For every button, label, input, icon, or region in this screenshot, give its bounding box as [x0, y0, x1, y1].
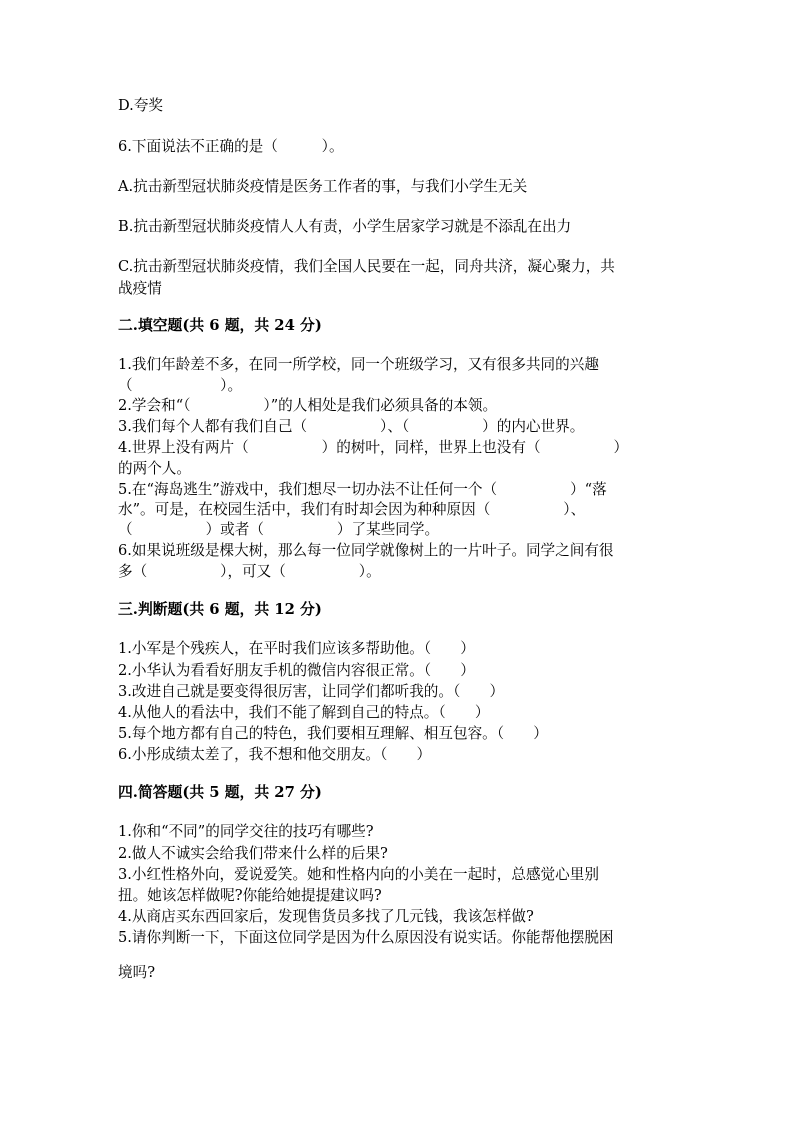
section4-line: 1.你和“不同”的同学交往的技巧有哪些? — [118, 823, 374, 840]
section2-line: 3.我们每个人都有我们自己（ ）、（ ）的内心世界。 — [118, 418, 585, 435]
q5-option-d: D.夸奖 — [118, 97, 164, 114]
q6-option-a: A.抗击新型冠状肺炎疫情是医务工作者的事，与我们小学生无关 — [118, 178, 528, 195]
section2-line: 2.学会和“（ ）”的人相处是我们必须具备的本领。 — [118, 397, 498, 414]
section2-line: 6.如果说班级是棵大树，那么每一位同学就像树上的一片叶子。同学之间有很 — [118, 542, 614, 559]
q6-stem: 6.下面说法不正确的是（ ）。 — [118, 138, 344, 155]
section2-line: 1.我们年龄差不多，在同一所学校，同一个班级学习，又有很多共同的兴趣 — [118, 356, 599, 373]
section4-line: 4.从商店买东西回家后，发现售货员多找了几元钱，我该怎样做? — [118, 908, 534, 925]
section3-line: 2.小华认为看看好朋友手机的微信内容很正常。（ ） — [118, 662, 475, 679]
section2-line: 多（ ），可又（ ）。 — [118, 563, 381, 580]
section3-line: 6.小彤成绩太差了，我不想和他交朋友。（ ） — [118, 746, 432, 763]
section2-line: （ ）。 — [118, 377, 243, 394]
section4-line: 2.做人不诚实会给我们带来什么样的后果? — [118, 845, 388, 862]
section4-line: 3.小红性格外向，爱说爱笑。她和性格内向的小美在一起时，总感觉心里别 — [118, 866, 599, 883]
section4-line: 5.请你判断一下，下面这位同学是因为什么原因没有说实话。你能帮他摆脱困 — [118, 929, 614, 946]
section2-line: 的两个人。 — [118, 460, 191, 477]
section3-line: 3.改进自己就是要变得很厉害，让同学们都听我的。（ ） — [118, 683, 505, 700]
q6-option-c-line2: 战疫情 — [118, 280, 162, 297]
section2-line: （ ）或者（ ）了某些同学。 — [118, 521, 440, 538]
section3-line: 1.小军是个残疾人，在平时我们应该多帮助他。（ ） — [118, 640, 475, 657]
q6-option-c-line1: C.抗击新型冠状肺炎疫情，我们全国人民要在一起，同舟共济，凝心聚力，共 — [118, 258, 615, 275]
section2-line: 水”。可是，在校园生活中，我们有时却会因为种种原因（ ）、 — [118, 501, 586, 518]
q6-option-b: B.抗击新型冠状肺炎疫情人人有责，小学生居家学习就是不添乱在出力 — [118, 218, 572, 235]
section2-heading: 二.填空题(共 6 题，共 24 分) — [118, 317, 322, 334]
section2-line: 5.在“海岛逃生”游戏中，我们想尽一切办法不让任何一个（ ）“落 — [118, 481, 607, 498]
section4-line: 扭。她该怎样做呢?你能给她提提建议吗? — [118, 887, 382, 904]
section3-line: 5.每个地方都有自己的特色，我们要相互理解、相互包容。（ ） — [118, 725, 548, 742]
section2-line: 4.世界上没有两片（ ）的树叶，同样，世界上也没有（ ） — [118, 439, 629, 456]
section4-line: 境吗? — [118, 964, 156, 981]
section4-heading: 四.简答题(共 5 题，共 27 分) — [118, 784, 322, 801]
section3-line: 4.从他人的看法中，我们不能了解到自己的特点。（ ） — [118, 704, 490, 721]
section3-heading: 三.判断题(共 6 题，共 12 分) — [118, 601, 322, 618]
